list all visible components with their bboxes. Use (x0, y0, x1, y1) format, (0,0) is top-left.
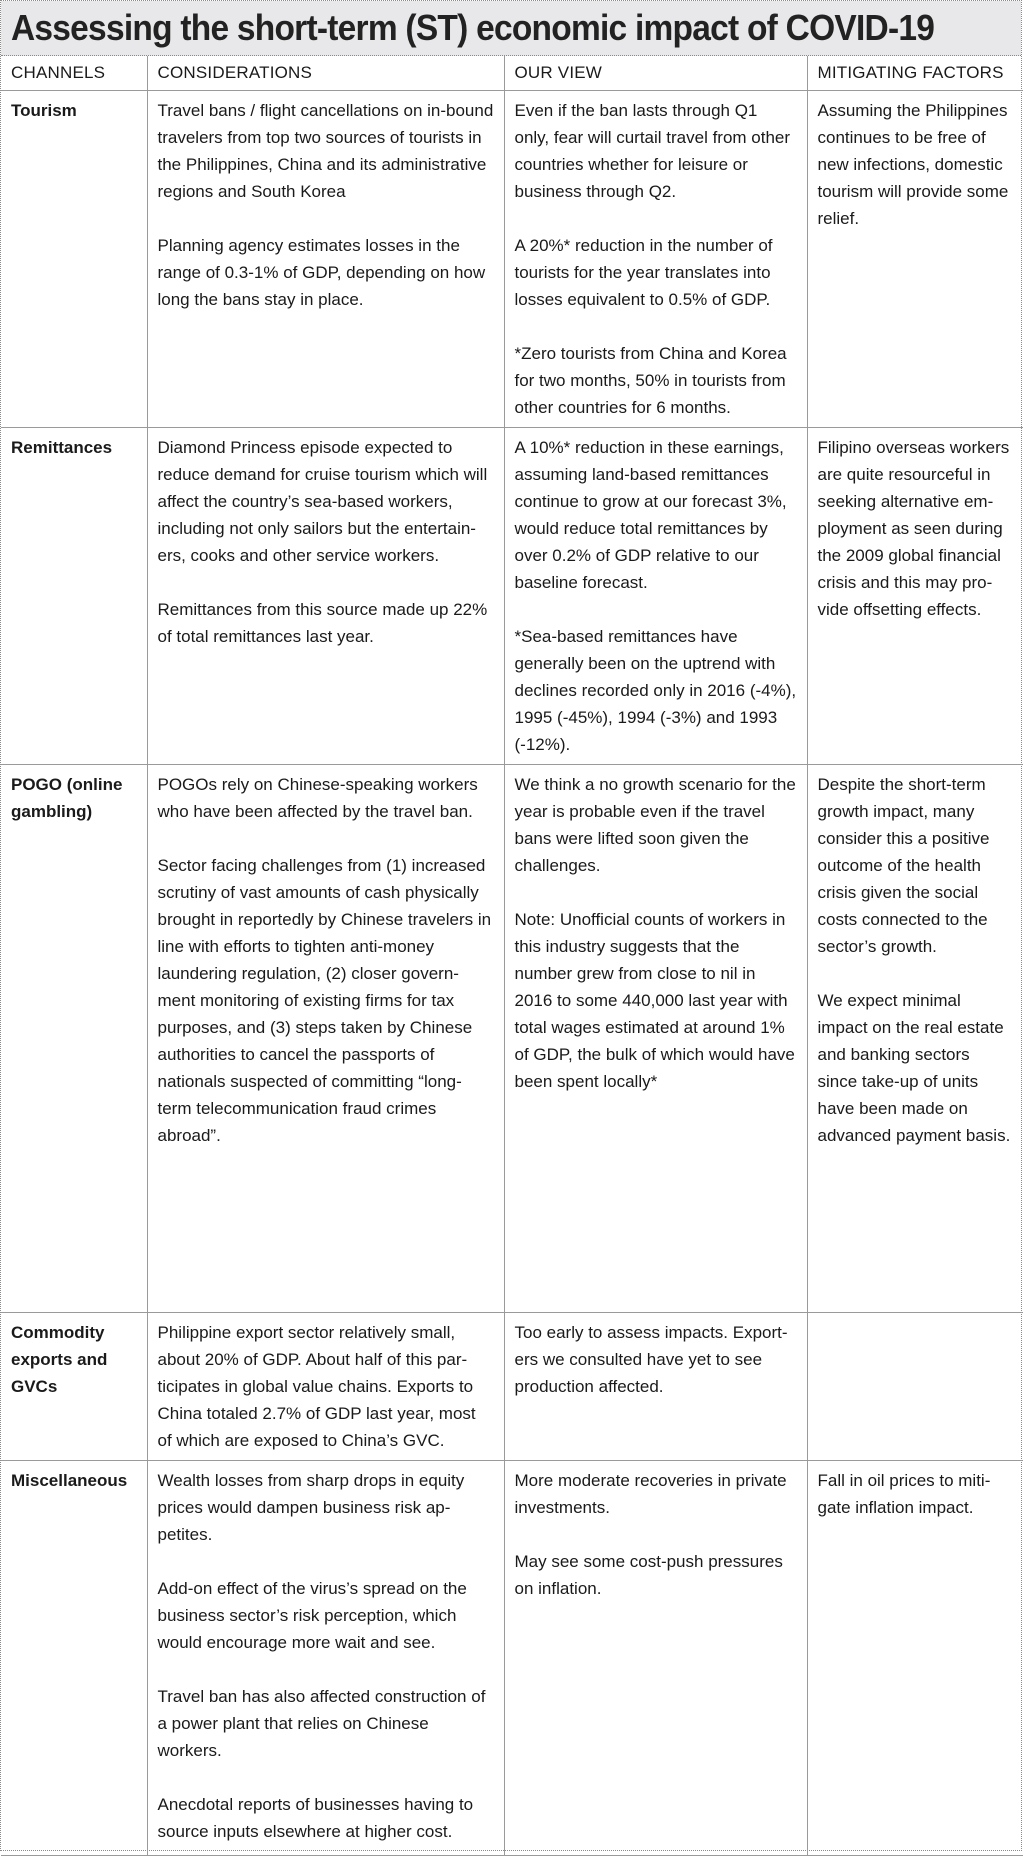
mitigating-cell (807, 1461, 1023, 1856)
our-view-cell (504, 428, 807, 765)
cell-paragraph: Too early to assess impacts. Export-ers we consulted have yet to see production affected. (514, 1323, 788, 1396)
table-row (1, 765, 1023, 1313)
table-row (1, 91, 1023, 428)
mitigating-cell (807, 1313, 1023, 1461)
header-our-view: OUR VIEW (504, 56, 807, 91)
considerations-cell (147, 1313, 504, 1461)
cell-paragraph: Remittances from this source made up 22% of total remittances last year. (157, 600, 488, 646)
cell-paragraph: Filipino overseas workers are quite resourceful in seeking alternative em-ployment as seen during the 2009 global financial crisis and this may pro-vide offsetting effects. (817, 438, 1010, 619)
table-row (1, 428, 1023, 765)
cell-paragraph: Anecdotal reports of businesses having to source inputs elsewhere at higher cost. (157, 1795, 474, 1841)
cell-paragraph: Planning agency estimates losses in the range of 0.3-1% of GDP, depending on how long the bans stay in place. (157, 236, 486, 309)
our-view-cell (504, 91, 807, 428)
header-channels: CHANNELS (1, 56, 147, 91)
cell-paragraph: Fall in oil prices to miti-gate inflation impact. (817, 1471, 991, 1517)
considerations-cell (147, 765, 504, 1313)
channel-cell: POGO (online gambling) (1, 765, 147, 1313)
cell-paragraph: Note: Unofficial counts of workers in this industry suggests that the number grew from close to nil in 2016 to some 440,000 last year with total wages estimated at around 1% of GDP, the bulk of which would have been spent locally* (514, 910, 795, 1091)
cell-paragraph: Diamond Princess episode expected to reduce demand for cruise tourism which will affect the country’s sea-based workers, including not only sailors but the entertain-ers, cooks and other service workers. (157, 438, 488, 565)
cell-paragraph: A 20%* reduction in the number of tourists for the year translates into losses equivalent to 0.5% of GDP. (514, 236, 773, 309)
cell-paragraph: We expect minimal impact on the real estate and banking sectors since take-up of units have been made on advanced payment basis. (817, 991, 1011, 1145)
cell-paragraph: *Zero tourists from China and Korea for two months, 50% in tourists from other countries for 6 months. (514, 344, 787, 417)
table-row (1, 1461, 1023, 1856)
cell-paragraph: A 10%* reduction in these earnings, assuming land-based remittances continue to grow at our forecast 3%, would reduce total remittances by over 0.2% of GDP relative to our baseline forecast. (514, 438, 787, 592)
cell-paragraph: Even if the ban lasts through Q1 only, fear will curtail travel from other countries whether for leisure or business through Q2. (514, 101, 791, 201)
cell-paragraph: Wealth losses from sharp drops in equity prices would dampen business risk ap-petites. (157, 1471, 465, 1544)
cell-paragraph: Add-on effect of the virus’s spread on the business sector’s risk perception, which would encourage more wait and see. (157, 1579, 467, 1652)
channel-cell: Miscellaneous (1, 1461, 147, 1856)
mitigating-cell (807, 765, 1023, 1313)
cell-paragraph: Travel ban has also affected construction of a power plant that relies on Chinese workers. (157, 1687, 486, 1760)
cell-paragraph: POGOs rely on Chinese-speaking workers who have been affected by the travel ban. (157, 775, 478, 821)
cell-paragraph: Assuming the Philippines continues to be free of new infections, domestic tourism will provide some relief. (817, 101, 1009, 228)
cell-paragraph: More moderate recoveries in private investments. (514, 1471, 787, 1517)
our-view-cell (504, 765, 807, 1313)
cell-paragraph: Philippine export sector relatively small, about 20% of GDP. About half of this par-ticipates in global value chains. Exports to China totaled 2.7% of GDP last year, most of which are exposed to China’s GVC. (157, 1323, 476, 1450)
our-view-cell (504, 1461, 807, 1856)
cell-paragraph: We think a no growth scenario for the year is probable even if the travel bans were lifted soon given the challenges. (514, 775, 796, 875)
channel-cell: Tourism (1, 91, 147, 428)
header-considerations: CONSIDERATIONS (147, 56, 504, 91)
impact-table (1, 56, 1023, 1856)
channel-cell: Remittances (1, 428, 147, 765)
mitigating-cell (807, 91, 1023, 428)
header-row (1, 56, 1023, 91)
title-bar (1, 1, 1021, 56)
cell-paragraph: Travel bans / flight cancellations on in-bound travelers from top two sources of tourists in the Philippines, China and its administrative regions and South Korea (157, 101, 494, 201)
page-title: Assessing the short-term (ST) economic impact of COVID-19 (11, 7, 935, 48)
considerations-cell (147, 1461, 504, 1856)
cell-paragraph: May see some cost-push pressures on inflation. (514, 1552, 783, 1598)
cell-paragraph: Sector facing challenges from (1) increased scrutiny of vast amounts of cash physically brought in reportedly by Chinese travelers in line with efforts to tighten anti-money laundering regulation, (2) closer govern-ment monitoring of existing firms for tax purposes, and (3) steps taken by Chinese authorities to cancel the passports of nationals suspected of committing “long-term telecommunication fraud crimes abroad”. (157, 856, 492, 1145)
cell-paragraph: Despite the short-term growth impact, many consider this a positive outcome of the health crisis given the social costs connected to the sector’s growth. (817, 775, 990, 956)
header-mitigating-factors: MITIGATING FACTORS (807, 56, 1023, 91)
mitigating-cell (807, 428, 1023, 765)
considerations-cell (147, 428, 504, 765)
table-row (1, 1313, 1023, 1461)
our-view-cell (504, 1313, 807, 1461)
channel-cell: Commodity exports and GVCs (1, 1313, 147, 1461)
considerations-cell (147, 91, 504, 428)
cell-paragraph: *Sea-based remittances have generally been on the uptrend with declines recorded only in 2016 (-4%), 1995 (-45%), 1994 (-3%) and 1993 (-12%). (514, 627, 797, 754)
